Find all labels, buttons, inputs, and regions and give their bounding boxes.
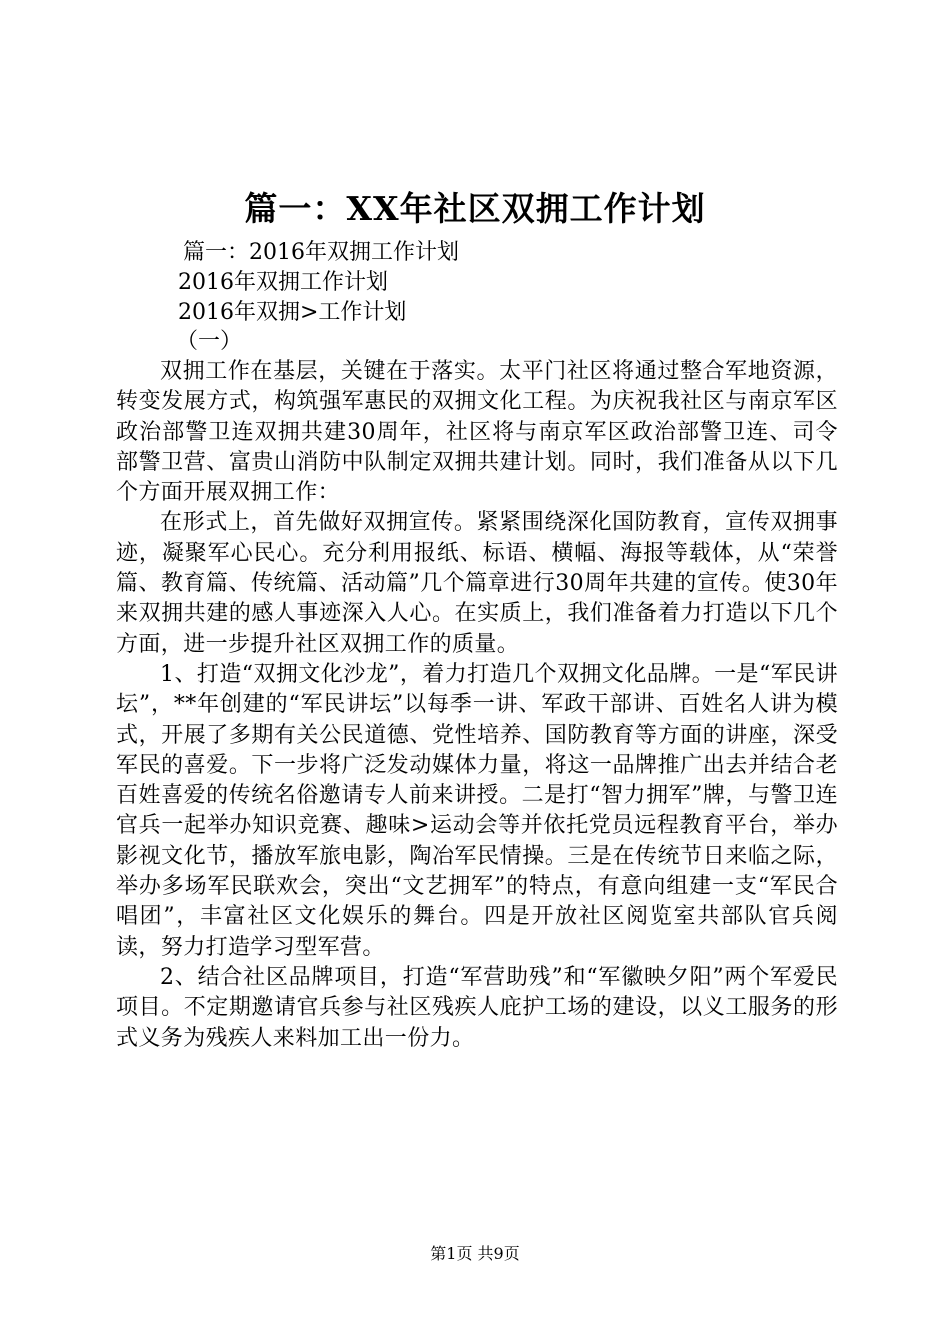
document-body (116, 357, 838, 1054)
section-number: （一） (176, 329, 243, 354)
document-title: 篇一：XX年社区双拥工作计划 (244, 189, 706, 228)
paragraph-item-1: 1、打造“双拥文化沙龙”，着力打造几个双拥文化品牌。一是“军民讲坛”，**年创建的“军民讲坛”以每季一讲、军政干部讲、百姓名人讲为模式，开展了多期有关公民道德、党性培养、国防教育等方面的讲座，深受军民的喜爱。下一步将广泛发动媒体力量，将这一品牌推广出去并结合老百姓喜爱的传统名俗邀请专人前来讲授。二是打“智力拥军”牌，与警卫连官兵一起举办知识竞赛、趣味>运动会等并依托党员远程教育平台，举办影视文化节，播放军旅电影，陶冶军民情操。三是在传统节日来临之际，举办多场军民联欢会，突出“文艺拥军”的特点，有意向组建一支“军民合唱团”，丰富社区文化娱乐的舞台。四是开放社区阅览室共部队官兵阅读，努力打造学习型军营。 (116, 661, 838, 960)
subheading-3: 2016年双拥>工作计划 (178, 300, 407, 325)
paragraph-intro: 双拥工作在基层，关键在于落实。太平门社区将通过整合军地资源，转变发展方式，构筑强军惠民的双拥文化工程。为庆祝我社区与南京军区政治部警卫连双拥共建30周年，社区将与南京军区政治部警卫连、司令部警卫营、富贵山消防中队制定双拥共建计划。同时，我们准备从以下几个方面开展双拥工作： (116, 359, 838, 506)
subheading-1: 篇一：2016年双拥工作计划 (183, 240, 459, 265)
page-footer: 第1页 共9页 (430, 1244, 520, 1263)
paragraph-form: 在形式上，首先做好双拥宣传。紧紧围绕深化国防教育，宣传双拥事迹，凝聚军心民心。充分利用报纸、标语、横幅、海报等载体，从“荣誉篇、教育篇、传统篇、活动篇”几个篇章进行30周年共建的宣传。使30年来双拥共建的感人事迹深入人心。在实质上，我们准备着力打造以下几个方面，进一步提升社区双拥工作的质量。 (116, 510, 838, 657)
paragraph-item-2: 2、结合社区品牌项目，打造“军营助残”和“军徽映夕阳”两个军爱民项目。不定期邀请官兵参与社区残疾人庇护工场的建设，以义工服务的形式义务为残疾人来料加工出一份力。 (116, 964, 838, 1051)
subheading-2: 2016年双拥工作计划 (178, 270, 388, 295)
